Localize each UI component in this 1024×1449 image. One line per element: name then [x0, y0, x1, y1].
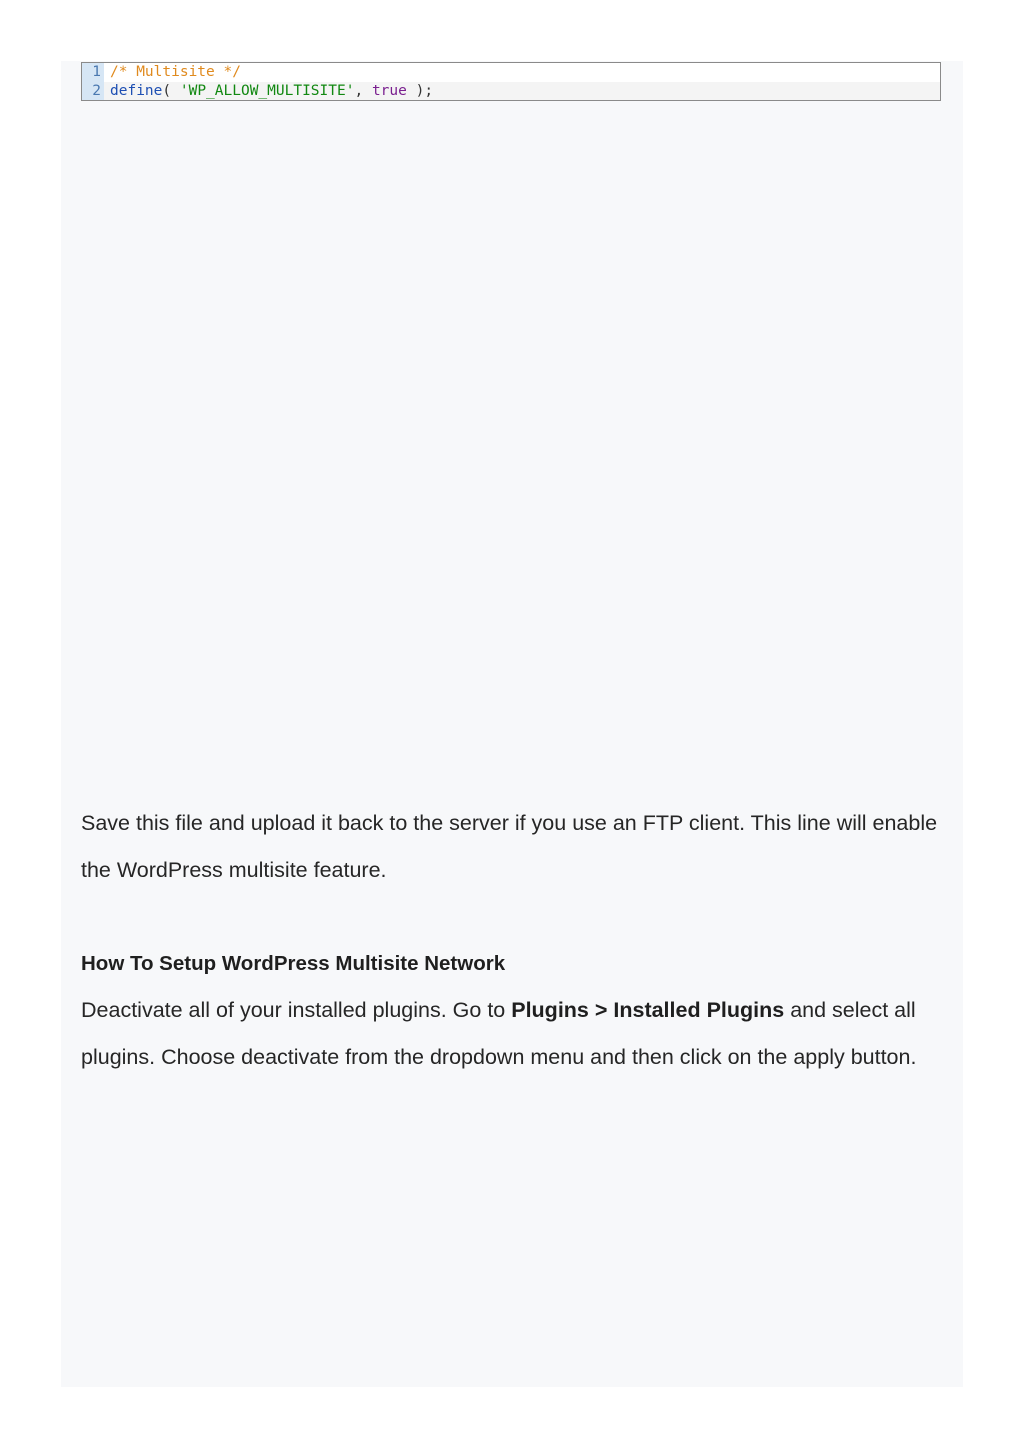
code-string: 'WP_ALLOW_MULTISITE' [179, 83, 355, 99]
section-heading: How To Setup WordPress Multisite Network [81, 952, 506, 975]
content-panel [61, 61, 963, 1387]
code-punctuation: , [354, 83, 372, 99]
code-punctuation: ); [406, 83, 434, 99]
code-comment: /* Multisite */ [110, 64, 241, 80]
line-number: 2 [82, 82, 104, 101]
code-line [82, 82, 940, 101]
code-text [104, 63, 241, 82]
paragraph-text: Deactivate all of your installed plugins. Go to [81, 998, 512, 1022]
code-text [104, 82, 433, 101]
code-function: define [110, 83, 163, 99]
code-punctuation: ( [162, 83, 180, 99]
line-number: 1 [82, 63, 104, 82]
paragraph-deactivate-plugins [81, 987, 947, 1080]
menu-path-text: Plugins > Installed Plugins [511, 998, 785, 1022]
paragraph-save-file: Save this file and upload it back to the server if you use an FTP client. This line will enable the WordPress multisite feature. [81, 811, 938, 882]
code-keyword: true [371, 83, 407, 99]
paragraph-text: and select all plugins. Choose deactivate from the dropdown menu and then click on the apply button. [81, 998, 917, 1069]
code-block [81, 62, 941, 101]
code-line [82, 63, 940, 82]
